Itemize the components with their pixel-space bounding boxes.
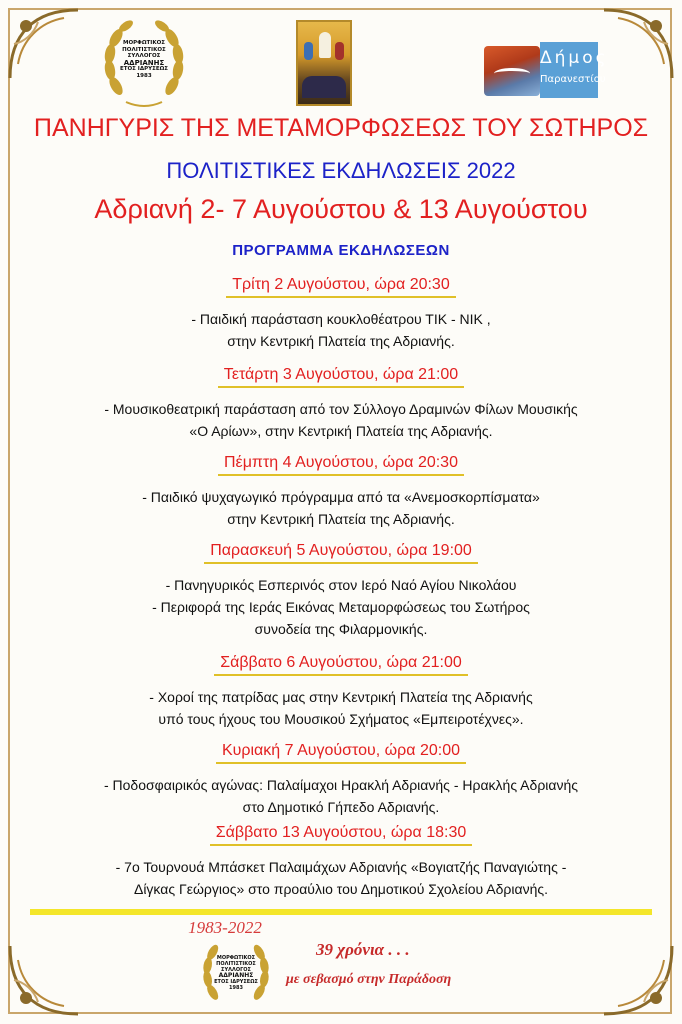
event-item (0, 452, 682, 530)
event-date: Παρασκευή 5 Αυγούστου, ώρα 19:00 (204, 542, 478, 564)
transfiguration-icon (296, 20, 352, 106)
event-description: - Ποδοσφαιρικός αγώνας: Παλαίμαχοι Ηρακλή Αδριανής - Ηρακλής Αδριανής στο Δημοτικό Γήπεδο Αδριανής. (103, 777, 579, 815)
municipality-name: Δήμος (540, 48, 609, 68)
event-item (0, 740, 682, 818)
event-description: - Μουσικοθεατρική παράσταση από τον Σύλλογο Δραμινών Φίλων Μουσικής «Ο Αρίων», στην Κεντρική Πλατεία της Αδριανής. (104, 401, 578, 439)
corner-ornament-icon (598, 4, 678, 84)
event-item (0, 274, 682, 352)
divider-bar (30, 909, 652, 915)
mountain-logo-icon (484, 46, 540, 96)
event-item (0, 540, 682, 640)
corner-ornament-icon (4, 940, 84, 1020)
page-subtitle: ΠΟΛΙΤΙΣΤΙΚΕΣ ΕΚΔΗΛΩΣΕΙΣ 2022 (166, 158, 516, 183)
page-title: ΠΑΝΗΓΥΡΙΣ ΤΗΣ ΜΕΤΑΜΟΡΦΩΣΕΩΣ ΤΟΥ ΣΩΤΗΡΟΣ (33, 114, 649, 142)
municipality-subname: Παρανεστίου (540, 74, 606, 85)
program-heading: ΠΡΟΓΡΑΜΜΑ ΕΚΔΗΛΩΣΕΩΝ (232, 242, 450, 259)
event-description: - 7ο Τουρνουά Μπάσκετ Παλαιμάχων Αδριανής «Βογιατζής Παναγιώτης - Δίγκας Γεώργιος» στο προαύλιο του Δημοτικού Σχολείου Αδριανής. (115, 859, 567, 897)
footer-logo-text: ΜΟΡΦΩΤΙΚΟΣ ΠΟΛΙΤΙΣΤΙΚΟΣ ΣΥΛΛΟΓΟΣ ΑΔΡΙΑΝΗΣ ΕΤΟΣ ΙΔΡΥΣΕΩΣ 1983 (214, 955, 258, 991)
event-date: Κυριακή 7 Αυγούστου, ώρα 20:00 (216, 742, 466, 764)
anniversary-years: 1983-2022 (188, 918, 262, 937)
event-item (0, 652, 682, 730)
corner-ornament-icon (598, 940, 678, 1020)
event-date: Πέμπτη 4 Αυγούστου, ώρα 20:30 (218, 454, 464, 476)
event-description: - Παιδική παράσταση κουκλοθέατρου ΤΙΚ - ΝΙΚ , στην Κεντρική Πλατεία της Αδριανής. (191, 311, 491, 349)
event-description: - Χοροί της πατρίδας μας στην Κεντρική Πλατεία της Αδριανής υπό τους ήχους του Μουσικού Σχήματος «Εμπειροτέχνες». (149, 689, 533, 727)
event-date: Σάββατο 13 Αυγούστου, ώρα 18:30 (210, 824, 473, 846)
event-date: Τρίτη 2 Αυγούστου, ώρα 20:30 (226, 276, 455, 298)
event-description: - Πανηγυρικός Εσπερινός στον Ιερό Ναό Αγίου Νικολάου - Περιφορά της Ιεράς Εικόνας Μεταμορφώσεως του Σωτήρος συνοδεία της Φιλαρμονικής. (152, 577, 530, 637)
event-date: Τετάρτη 3 Αυγούστου, ώρα 21:00 (218, 366, 464, 388)
anniversary-tagline: 39 χρόνια . . . (316, 940, 410, 959)
club-logo-text: ΜΟΡΦΩΤΙΚΟΣ ΠΟΛΙΤΙΣΤΙΚΟΣ ΣΥΛΛΟΓΟΣ ΑΔΡΙΑΝΗΣ ΕΤΟΣ ΙΔΡΥΣΕΩΣ 1983 (119, 40, 169, 79)
municipality-logo (484, 40, 609, 98)
event-dates: Αδριανή 2- 7 Αυγούστου & 13 Αυγούστου (94, 194, 588, 224)
event-date: Σάββατο 6 Αυγούστου, ώρα 21:00 (214, 654, 468, 676)
event-item (0, 364, 682, 442)
corner-ornament-icon (4, 4, 84, 84)
event-description: - Παιδικό ψυχαγωγικό πρόγραμμα από τα «Ανεμοσκορπίσματα» στην Κεντρική Πλατεία της Αδριανής. (142, 489, 540, 527)
event-item (0, 822, 682, 900)
tradition-tagline: με σεβασμό στην Παράδοση (286, 972, 452, 987)
